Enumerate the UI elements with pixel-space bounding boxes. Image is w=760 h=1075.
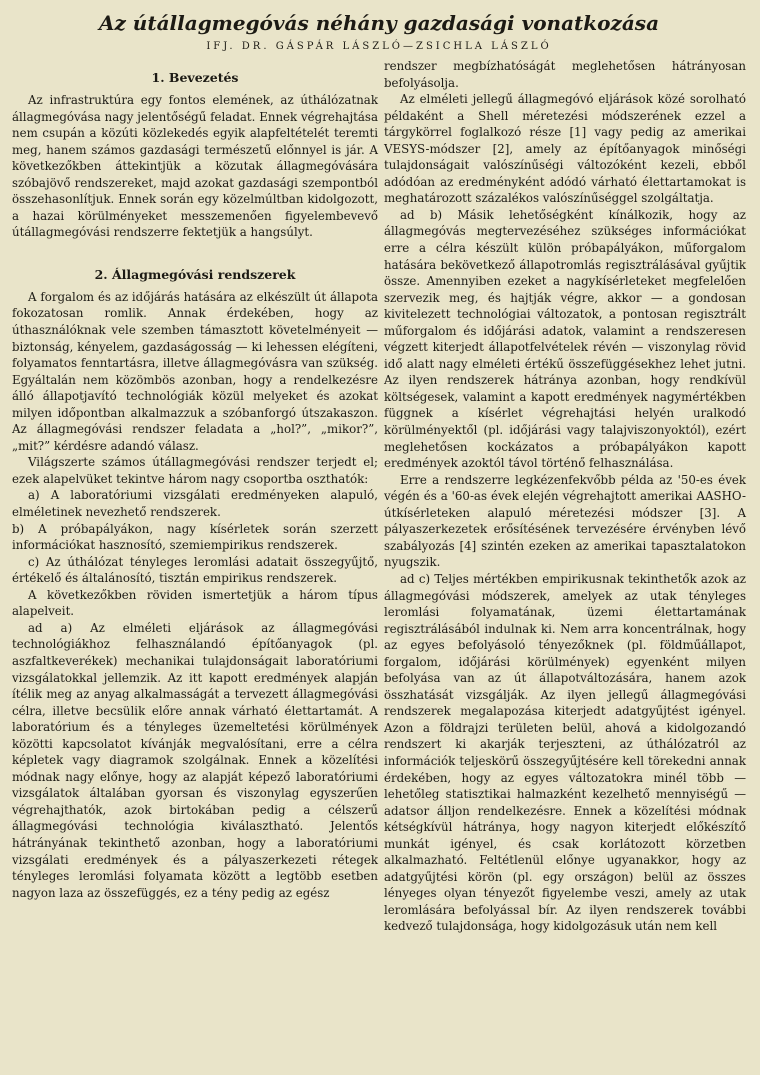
paragraph: A következőkben röviden ismertetjük a három típus alapelveit.	[12, 587, 378, 619]
paragraph: Világszerte számos útállagmegóvási rendszer terjedt el; ezek alapelvüket tekintve három nagy csoportba oszthatók:	[12, 455, 378, 486]
list-item: a) A laboratóriumi vizsgálati eredményeken alapuló, elméletinek nevezhető rendszerek.	[12, 488, 378, 520]
article-authors: IFJ. DR. GÁSPÁR LÁSZLÓ—ZSICHLA LÁSZLÓ	[206, 41, 552, 52]
paragraph: ad b) Másik lehetőségként kínálkozik, hogy az állagmegóvás megtervezéséhez szükséges információkat erre a célra készült külön próbapályákon, műforgalom hatására bekövetkező állapotromlás regisztrálásával gyűjtik össze. Amennyiben ezeket a nagykísérleteket megfelelően szervezik meg, és hajtják végre, akkor — a gondosan kivitelezett technológiai változatok, a pontosan regisztrált műforgalom és időjárási adatok, valamint a rendszeresen végzett kiterjedt állapotfelvételek révén — viszonylag rövid idő alatt nagy elméleti értékű összefüggésekhez lehet jutni. Az ilyen rendszerek hátránya azonban, hogy rendkívül költségesek, valamint a kapott eredmények nagymértékben függnek a kísérlet végrehajtási helyén uralkodó körülményektől (pl. időjárási vagy talajviszonyoktól), ezért meglehetősen kockázatos a próbapályákon kapott eredmények azoktól távol történő felhasználása.	[384, 207, 746, 471]
paragraph: ad a) Az elméleti eljárások az állagmegóvási technológiákhoz felhasználandó építőanyagok (pl. aszfaltkeverékek) mechanikai tulajdonságait laboratóriumi vizsgálatokkal jellemzik. Az itt kapott eredmények alapján ítélik meg az anyag alkalmasságát a tervezett állagmegóvási célra, illetve becsülik előre annak várható élettartamát. A laboratórium és a tényleges üzemeltetési körülmények közötti kapcsolatot kívánják megvalósítani, erre a célra képletek vagy diagramok szolgálnak. Ennek a közelítési módnak nagy előnye, hogy az alapját képező laboratóriumi vizsgálatok általában gyorsan és viszonylag egyszerűen végrehajthatók, azok birtokában pedig a célszerű állagmegóvási technológia kiválasztható. Jelentős hátrányának tekinthető azonban, hogy a laboratóriumi vizsgálati eredmények és a pályaszerkezeti rétegek tényleges leromlási folyamata között a legtöbb esetben nagyon laza az összefüggés, ez a tény pedig az egész	[12, 620, 378, 900]
right-column	[384, 58, 746, 935]
paragraph: A forgalom és az időjárás hatására az elkészült út állapota fokozatosan romlik. Annak érdekében, hogy az úthasználóknak vele szemben támasztott követelményeit — biztonság, kényelem, gazdaságosság — ki lehessen elégíteni, folyamatos fenntartásra, illetve állagmegóvásra van szükség. Egyáltalán nem közömbös azonban, hogy a rendelkezésre álló állapotjavító technológiák közül melyeket és azokat milyen időpontban alkalmazzuk a szóbanforgó útszakaszon. Az állagmegóvási rendszer feladata a „hol?”, „mikor?”, „mit?” kérdésre adandó válasz.	[12, 289, 378, 453]
list-item: c) Az úthálózat tényleges leromlási adatait összegyűjtő, értékelő és általánosító, tisztán empirikus rendszerek.	[12, 554, 378, 586]
paragraph: Az elméleti jellegű állagmegóvó eljárások közé sorolható példaként a Shell méretezési módszerének ezzel a tárgykörrel foglalkozó része [1] vagy pedig az amerikai VESYS-módszer [2], amely az építőanyagok minőségi tulajdonságait valószínűségi változóként kezeli, ebből adódóan az eredményként adódó várható élettartamokat is meghatározott százalékos valószínűséggel szolgáltatja.	[384, 92, 746, 206]
article-title: Az útállagmegóvás néhány gazdasági vonatkozása	[98, 11, 660, 35]
paragraph: Erre a rendszerre legkézenfekvőbb példa az '50-es évek végén és a '60-as évek elején végrehajtott amerikai AASHO-útkísérleteken alapuló méretezési módszer [3]. A pályaszerkezetek erősítésének tervezésére érvényben lévő szabályozás [4] szintén ezeken az amerikai tapasztalatokon nyugszik.	[384, 472, 746, 570]
paragraph: Az infrastruktúra egy fontos elemének, az úthálózatnak állagmegóvása nagy jelentőségű feladat. Ennek végrehajtása nem csupán a közúti közlekedés egyik alapfeltételét teremti meg, hanem számos gazdasági természetű előnnyel is jár. A következőkben áttekintjük a közutak állagmegóvására szóbajövő rendszereket, majd azokat gazdasági szempontból összehasonlítjuk. Ennek során egy közelmúltban kidolgozott, a hazai körülményeket messzemenően figyelembevevő útállagmegóvási rendszerre fektetjük a hangsúlyt.	[12, 93, 378, 240]
section-heading-maintenance-systems: 2. Állagmegóvási rendszerek	[94, 266, 296, 282]
paragraph: rendszer megbízhatóságát meglehetősen hátrányosan befolyásolja.	[384, 59, 746, 90]
left-column	[12, 64, 378, 935]
list-item: b) A próbapályákon, nagy kísérletek során szerzett információkat hasznosító, szemiempirikus rendszerek.	[12, 521, 378, 553]
section-heading-introduction: 1. Bevezetés	[151, 70, 239, 85]
paragraph: ad c) Teljes mértékben empirikusnak tekinthetők azok az állagmegóvási módszerek, amelyek az utak tényleges leromlási folyamatának, üzemi élettartamának regisztrálásából indulnak ki. Nem arra koncentrálnak, hogy az egyes befolyásoló tényezőknek (pl. földműállapot, forgalom, időjárási körülmények) egyenként milyen befolyása van az út állapotváltozására, hanem azok összhatását vizsgálják. Az ilyen jellegű állagmegóvási rendszerek megalapozása kiterjedt adatgyűjtést igényel. Azon a földrajzi területen belül, ahová a kidolgozandó rendszert ki akarják terjeszteni, az úthálózatról az információk teljeskörű összegyűjtésére kell törekedni annak érdekében, hogy az egyes változatokra minél több — lehetőleg statisztikai halmazként kezelhető mennyiségű — adatsor álljon rendelkezésre. Ennek a közelítési módnak kétségkívül hátránya, hogy nagyon kiterjedt előkészítő munkát igényel, és csak korlátozott körzetben alkalmazható. Feltétlenül előnye ugyanakkor, hogy az adatgyűjtési körön (pl. egy országon) belül az összes lényeges olyan tényezőt figyelembe veszi, amely az utak leromlására befolyással bír. Az ilyen rendszerek további kedvező tulajdonsága, hogy kidolgozásuk után nem kell	[384, 571, 746, 934]
article-columns	[12, 59, 746, 935]
